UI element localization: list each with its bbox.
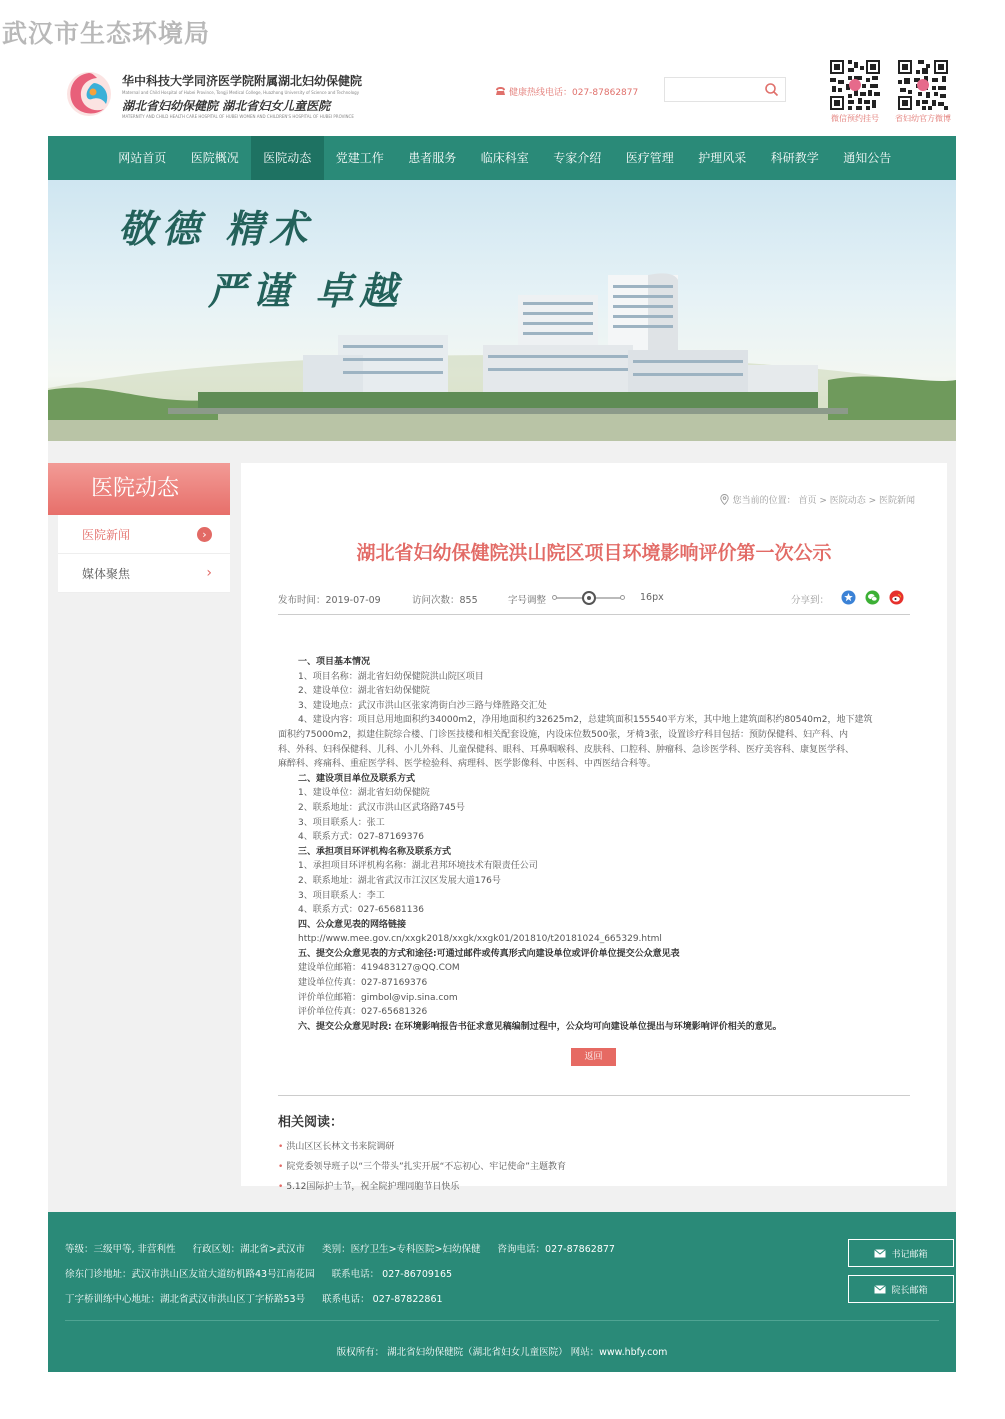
article-panel <box>241 463 947 1192</box>
publish-time: 发布时间：2019-07-09 <box>278 595 381 606</box>
body-line: 2、联系地址：武汉市洪山区武珞路745号 <box>298 802 465 813</box>
visit-count: 访问次数：855 <box>412 595 478 606</box>
body-line: 建设单位邮箱：419483127@QQ.COM <box>298 963 460 974</box>
body-line: 2、联系地址：湖北省武汉市江汉区发展大道176号 <box>298 875 501 886</box>
president-mailbox-label: 院长邮箱 <box>891 1285 928 1296</box>
font-size-slider[interactable] <box>554 597 624 599</box>
president-mailbox-button[interactable] <box>848 1275 954 1303</box>
slider-knob[interactable] <box>582 591 596 605</box>
logo-cn-name-2: 湖北省妇幼保健院 湖北省妇女儿童医院 <box>122 99 331 113</box>
logo-en-name-2: MATERNITY AND CHILD HEALTH CARE HOSPITAL OF HUBEI WOMEN AND CHILDREN'S HOSPITAL OF HUBEI PROVINCE <box>122 114 354 119</box>
body-line: 2、建设单位：湖北省妇幼保健院 <box>298 686 430 697</box>
article-body <box>278 655 912 1034</box>
slogan-line-1: 敬德 精术 <box>118 206 314 251</box>
share-label: 分享到： <box>791 595 830 606</box>
sidebar-item-label: 医院新闻 <box>82 527 131 542</box>
nav-item-party[interactable]: 党建工作 <box>335 151 384 165</box>
logo-cn-name: 华中科技大学同济医学院附属湖北妇幼保健院 <box>122 74 363 88</box>
hotline-text: 健康热线电话：027-87862877 <box>509 88 639 98</box>
section-heading: 一、项目基本情况 <box>298 657 371 667</box>
sidebar-title: 医院动态 <box>48 463 230 515</box>
chevron-right-circle-icon: › <box>197 527 212 542</box>
footer-region: 行政区划：湖北省>武汉市 <box>192 1244 306 1255</box>
footer-phone: 咨询电话：027-87862877 <box>497 1244 615 1255</box>
qzone-share-icon[interactable] <box>841 590 856 605</box>
footer-xudong-address: 徐东门诊地址：武汉市洪山区友谊大道纺机路43号江南花园 <box>65 1269 315 1280</box>
footer-level: 等级：三级甲等, 非营利性 <box>65 1244 176 1255</box>
related-divider <box>278 1095 910 1096</box>
weibo-share-icon[interactable] <box>889 590 904 605</box>
footer-row-2 <box>65 1266 466 1280</box>
site-footer <box>48 1212 956 1372</box>
body-line: 1、建设单位：湖北省妇幼保健院 <box>298 788 430 799</box>
hospital-logo-icon[interactable] <box>64 69 114 119</box>
breadcrumb-text: 您当前的位置： 首页 > 医院动态 > 医院新闻 <box>732 496 915 506</box>
wechat-share-icon[interactable] <box>865 590 880 605</box>
footer-divider <box>65 1320 939 1321</box>
nav-item-overview[interactable]: 医院概况 <box>190 151 239 165</box>
font-size-label: 字号调整 <box>508 595 547 606</box>
related-title: 相关阅读： <box>278 1115 344 1130</box>
footer-dingziqiao-address: 丁字桥训练中心地址：湖北省武汉市洪山区丁字桥路53号 <box>65 1294 306 1305</box>
meta-divider <box>278 614 910 615</box>
sidebar-menu <box>58 515 230 593</box>
body-line: 3、建设地点：武汉市洪山区张家湾街白沙三路与烽胜路交汇处 <box>298 700 547 711</box>
body-line: 1、承担项目环评机构名称：湖北君邦环境技术有限责任公司 <box>298 861 538 872</box>
section-heading: 四、公众意见表的网络链接 <box>298 919 407 930</box>
secretary-mailbox-button[interactable] <box>848 1239 954 1267</box>
body-line: 1、项目名称：湖北省妇幼保健院洪山院区项目 <box>298 671 484 682</box>
location-pin-icon <box>720 494 729 505</box>
watermark-text: 武汉市生态环境局 <box>2 19 211 48</box>
mail-icon <box>874 1249 886 1258</box>
sidebar-item-hospital-news[interactable] <box>58 515 230 554</box>
footer-dingziqiao-phone: 联系电话： 027-87822861 <box>322 1294 443 1305</box>
back-button[interactable]: 返回 <box>571 1048 616 1066</box>
sidebar-item-media-focus[interactable] <box>58 554 230 593</box>
related-link[interactable]: • 洪山区区长林文书来院调研 <box>278 1137 566 1157</box>
related-link[interactable]: • 5.12国际护士节，祝全院护理同胞节日快乐 <box>278 1177 566 1197</box>
logo-text <box>122 72 382 119</box>
nav-item-departments[interactable]: 临床科室 <box>480 151 529 165</box>
hero-banner <box>48 180 956 441</box>
footer-row-3 <box>65 1291 457 1305</box>
footer-xudong-phone: 联系电话： 027-86709165 <box>331 1269 453 1280</box>
public-opinion-link[interactable]: http://www.mee.gov.cn/xxgk2018/xxgk/xxgk01/201810/t20181024_665329.html <box>298 934 662 945</box>
main-nav <box>48 136 956 180</box>
secretary-mailbox-label: 书记邮箱 <box>891 1249 928 1260</box>
article-title: 湖北省妇幼保健院洪山院区项目环境影响评价第一次公示 <box>356 542 832 564</box>
search-box <box>664 77 786 102</box>
wechat-qr-code-icon <box>828 58 882 112</box>
search-input[interactable] <box>665 79 760 102</box>
footer-row-1 <box>65 1241 629 1255</box>
nav-item-home[interactable]: 网站首页 <box>118 151 167 165</box>
chevron-right-icon: › <box>206 565 212 581</box>
search-icon[interactable] <box>764 82 779 97</box>
slider-min-dot <box>552 595 557 600</box>
site-header <box>48 55 956 135</box>
body-line: 4、联系方式：027-87169376 <box>298 832 424 843</box>
body-line: 4、建设内容：项目总用地面积约34000m2，净用地面积约32625m2，总建筑面积155540平方米，其中地上建筑面积约80540m2，地下建筑 <box>298 715 873 726</box>
nav-item-notices[interactable]: 通知公告 <box>843 151 892 165</box>
hotline <box>495 85 638 98</box>
article-meta <box>278 590 910 610</box>
font-size-value: 16px <box>640 592 664 603</box>
nav-item-research[interactable]: 科研教学 <box>770 151 819 165</box>
qr1-caption: 微信预约挂号 <box>831 114 879 123</box>
related-link[interactable]: • 院党委领导班子以“三个带头”扎实开展“不忘初心、牢记使命”主题教育 <box>278 1157 566 1177</box>
body-line: 科、外科、妇科保健科、儿科、小儿外科、儿童保健科、眼科、耳鼻咽喉科、皮肤科、口腔科、肿瘤科、急诊医学科、医疗美容科、康复医学科、 <box>278 744 855 755</box>
logo-en-name: Maternal and Child Hospital of Hubei Province, Tongji Medical College, Huazhong University of Science and Technology <box>122 90 360 95</box>
slider-max-dot <box>620 595 625 600</box>
body-line: 3、项目联系人：李工 <box>298 890 385 901</box>
section-heading: 六、提交公众意见时段: 在环境影响报告书征求意见稿编制过程中，公众均可向建设单位提出与环境影响评价相关的意见。 <box>298 1021 782 1032</box>
section-heading: 二、建设项目单位及联系方式 <box>298 773 416 784</box>
section-heading: 三、承担项目环评机构名称及联系方式 <box>298 846 452 857</box>
nav-item-nursing[interactable]: 护理风采 <box>698 151 747 165</box>
body-line: 3、项目联系人：张工 <box>298 817 385 828</box>
footer-category: 类别：医疗卫生>专科医院>妇幼保健 <box>322 1244 481 1255</box>
copyright: 版权所有： 湖北省妇幼保健院（湖北省妇女儿童医院） 网站：www.hbfy.com <box>336 1347 668 1358</box>
body-line: 面积约75000m2，拟建住院综合楼、门诊医技楼和相关配套设施，内设床位数500张，牙椅3张，设置诊疗科目包括：预防保健科、妇产科、内 <box>278 729 849 740</box>
nav-item-experts[interactable]: 专家介绍 <box>553 151 602 165</box>
nav-item-patient-service[interactable]: 患者服务 <box>408 151 457 165</box>
slogan-line-2: 严谨 卓越 <box>208 268 404 313</box>
phone-icon <box>495 87 506 96</box>
qr2-caption: 省妇幼官方微博 <box>895 114 951 123</box>
content-area <box>48 441 956 1212</box>
body-line: 评价单位传真：027-65681326 <box>298 1007 428 1018</box>
sidebar-item-label: 媒体聚焦 <box>82 566 131 581</box>
nav-item-medical-management[interactable]: 医疗管理 <box>625 151 674 165</box>
breadcrumb <box>720 493 915 506</box>
body-line: 评价单位邮箱：gimbol@vip.sina.com <box>298 992 458 1003</box>
body-line: 建设单位传真：027-87169376 <box>298 978 428 989</box>
body-line: 麻醉科、疼痛科、重症医学科、医学检验科、病理科、医学影像科、中医科、中西医结合科等。 <box>278 759 657 770</box>
section-heading: 五、提交公众意见表的方式和途径:可通过邮件或传真形式向建设单位或评价单位提交公众意见表 <box>298 948 680 959</box>
nav-item-news[interactable]: 医院动态 <box>251 136 324 180</box>
related-list <box>278 1137 566 1197</box>
body-line: 4、联系方式：027-65681136 <box>298 905 424 916</box>
mail-icon <box>874 1285 886 1294</box>
weibo-qr-code-icon <box>896 58 950 112</box>
